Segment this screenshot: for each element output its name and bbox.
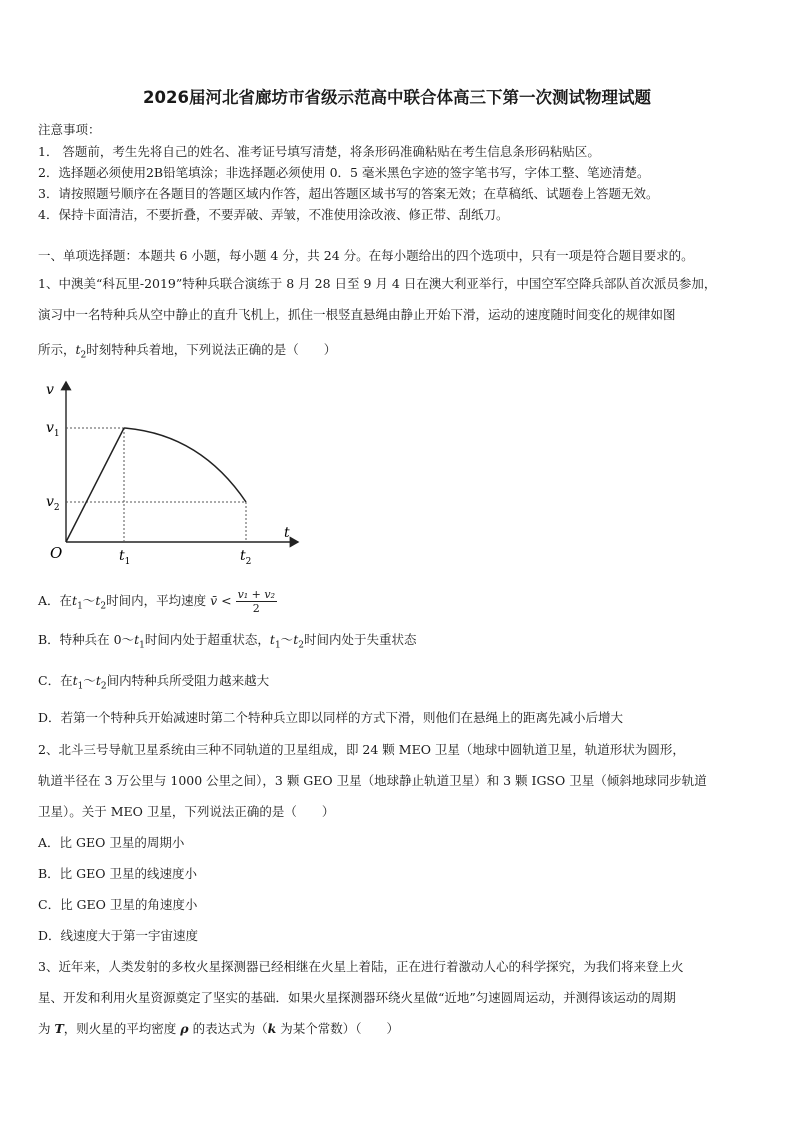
- notice-item-3: 3．请按照题号顺序在各题目的答题区域内作答，超出答题区域书写的答案无效；在草稿纸、试题卷上答题无效。: [38, 186, 659, 201]
- q3-period-var: T: [54, 1021, 64, 1036]
- q1-option-b-post: 时间内处于失重状态: [303, 632, 417, 647]
- fraction-denominator: 2: [252, 602, 260, 615]
- q1-line-3-pre: 所示，: [38, 342, 76, 357]
- q1-line-3-post: 时刻特种兵着地，下列说法正确的是（ ）: [86, 342, 337, 357]
- notice-heading: 注意事项：: [38, 122, 101, 137]
- q1-option-a-pre: A．在: [38, 593, 73, 608]
- section-heading: 一、单项选择题：本题共 6 小题，每小题 4 分，共 24 分。在每小题给出的四个选项中，只有一项是符合题目要求的。: [38, 248, 694, 263]
- q3-line-2: 星、开发和利用火星资源奠定了坚实的基础．如果火星探测器环绕火星做“近地”匀速圆周运动，并测得该运动的周期: [38, 990, 676, 1005]
- notice-item-1: 1． 答题前，考生先将自己的姓名、准考证号填写清楚，将条形码准确粘贴在考生信息条形码粘贴区。: [38, 144, 600, 159]
- q1-option-a-mid: 时间内，平均速度: [106, 593, 207, 608]
- q3-line-3: [38, 1019, 399, 1037]
- label-t2: $t_2$: [240, 548, 252, 567]
- q1-option-b-pre: B．特种兵在 0～: [38, 632, 135, 647]
- q1-option-a[interactable]: A．在$t_1\sim t_2$时间内，平均速度 v̄ < $\frac{\text{v₁ + v₂}}{2}$: [38, 588, 276, 615]
- q1-t-var: t: [75, 342, 81, 357]
- q1-line-2: 演习中一名特种兵从空中静止的直升飞机上，抓住一根竖直悬绳由静止开始下滑，运动的速度随时间变化的规律如图: [38, 307, 676, 322]
- q3-line-3-mid: ，则火星的平均密度: [63, 1021, 181, 1036]
- label-origin: O: [50, 544, 63, 562]
- axis-label-t: t: [284, 525, 290, 541]
- label-v1: $v_1$: [46, 420, 60, 439]
- average-velocity-fraction: [236, 588, 277, 615]
- q1-line-1: 1、中澳美“科瓦里-2019”特种兵联合演练于 8 月 28 日至 9 月 4 日在澳大利亚举行，中国空军空降兵部队首次派员参加，: [38, 276, 717, 291]
- q1-option-c-post: 间内特种兵所受阻力越来越大: [106, 673, 270, 688]
- velocity-time-graph: [40, 372, 310, 572]
- q2-line-3: 卫星）。关于 MEO 卫星，下列说法正确的是（ ）: [38, 804, 335, 819]
- q2-option-b[interactable]: B．比 GEO 卫星的线速度小: [38, 866, 197, 881]
- q3-density-var: ρ: [180, 1021, 189, 1036]
- q2-option-d[interactable]: D．线速度大于第一宇宙速度: [38, 928, 199, 943]
- q2-option-c[interactable]: C．比 GEO 卫星的角速度小: [38, 897, 198, 912]
- q1-option-b-mid: 时间内处于超重状态，: [144, 632, 270, 647]
- notice-item-4: 4．保持卡面清洁，不要折叠，不要弄破、弄皱，不准使用涂改液、修正带、刮纸刀。: [38, 207, 509, 222]
- q1-option-c-pre: C．在: [38, 673, 73, 688]
- fraction-numerator: v₁ + v₂: [237, 588, 276, 601]
- q1-option-b[interactable]: B．特种兵在 $0\sim t_1$时间内处于超重状态，$t_1\sim t_2$时间内处于失重状态: [38, 632, 417, 651]
- q1-line-3: [38, 340, 336, 361]
- q1-option-d[interactable]: D．若第一个特种兵开始减速时第二个特种兵立即以同样的方式下滑，则他们在悬绳上的距离先减小后增大: [38, 710, 624, 725]
- q2-line-2: 轨道半径在 3 万公里与 1000 公里之间），3 颗 GEO 卫星（地球静止轨道卫星）和 3 颗 IGSO 卫星（倾斜地球同步轨道: [38, 773, 707, 788]
- q3-line-3-mid2: 的表达式为（: [188, 1021, 268, 1036]
- page-title: 2026届河北省廊坊市省级示范高中联合体高三下第一次测试物理试题: [143, 88, 651, 107]
- deceleration-curve: [124, 428, 246, 502]
- q3-line-3-post: 为某个常数）（ ）: [276, 1021, 399, 1036]
- q2-option-a[interactable]: A．比 GEO 卫星的周期小: [38, 835, 185, 850]
- q1-t-sub: 2: [80, 350, 87, 361]
- q3-line-1: 3、近年来，人类发射的多枚火星探测器已经相继在火星上着陆，正在进行着激动人心的科学探究，为我们将来登上火: [38, 959, 684, 974]
- notice-item-2: 2．选择题必须使用2B铅笔填涂；非选择题必须使用 0．5 毫米黑色字迹的签字笔书写，字体工整、笔迹清楚。: [38, 165, 650, 180]
- q3-constant-var: k: [267, 1021, 277, 1036]
- q3-line-3-pre: 为: [38, 1021, 55, 1036]
- q2-line-1: 2、北斗三号导航卫星系统由三种不同轨道的卫星组成，即 24 颗 MEO 卫星（地球中圆轨道卫星，轨道形状为圆形，: [38, 742, 685, 757]
- label-t1: $t_1$: [119, 548, 131, 567]
- axis-label-v: v: [46, 382, 54, 398]
- q1-option-c[interactable]: C．在$t_1\sim t_2$间内特种兵所受阻力越来越大: [38, 673, 270, 692]
- label-v2: $v_2$: [46, 494, 60, 513]
- acceleration-segment: [66, 428, 124, 542]
